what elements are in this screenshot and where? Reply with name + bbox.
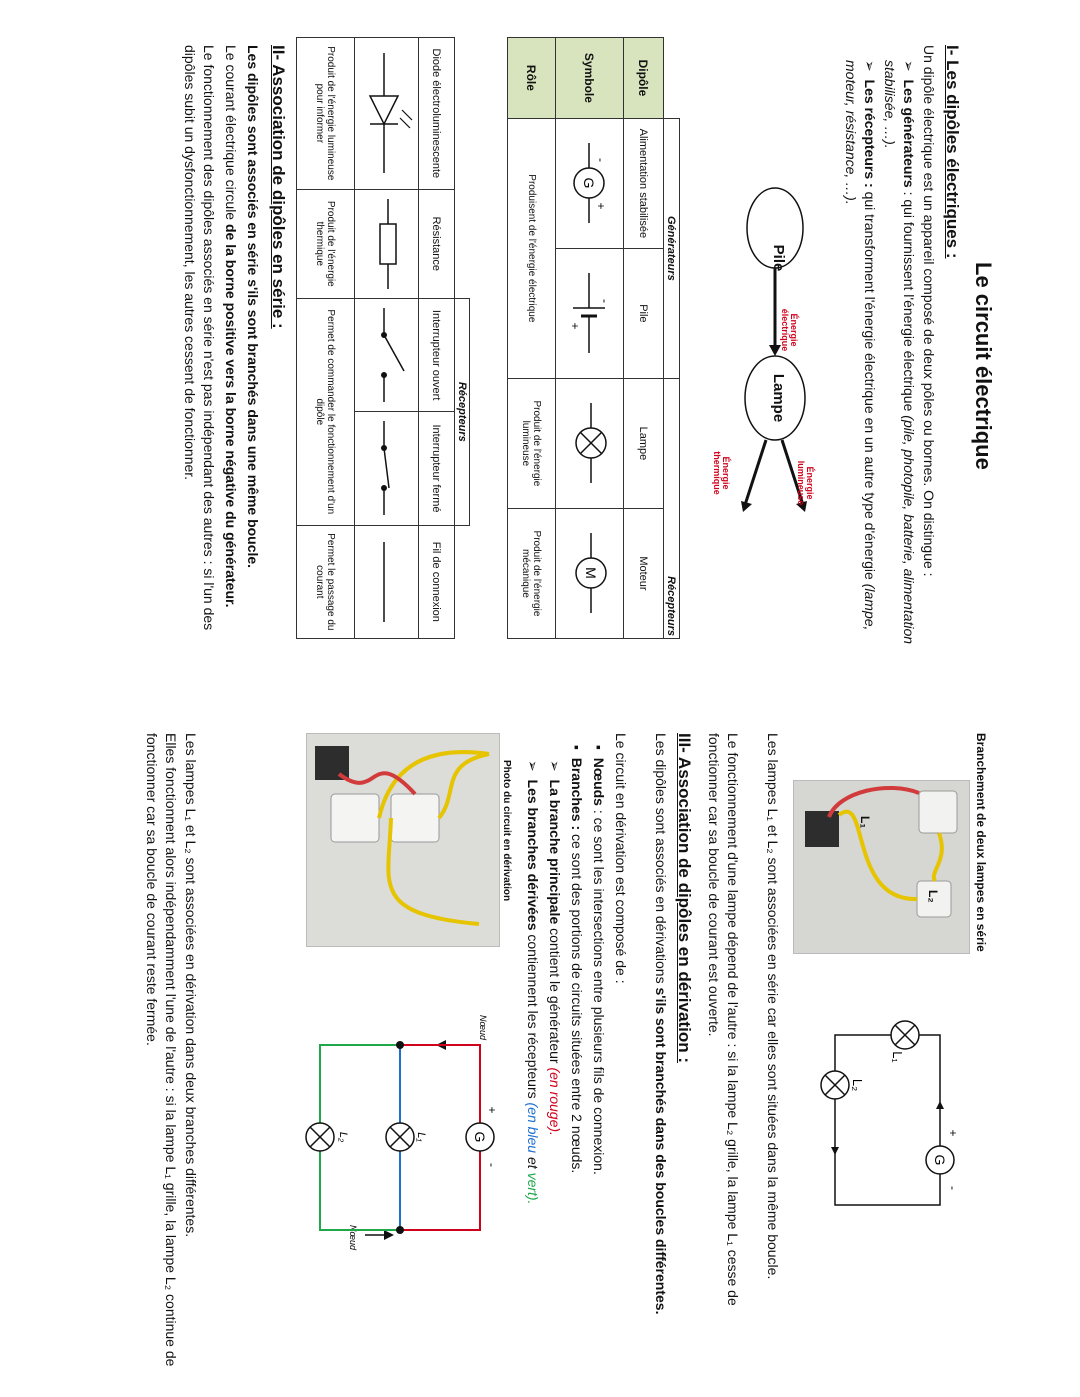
generator-symbol-icon <box>565 138 617 228</box>
branches-bullet <box>567 745 586 1365</box>
section2-line3: Le fonctionnement des dipôles associés en série n'est pas indépendant des autres : si l'un des dipôles subit un dysfonctionnement, les autres cessent de fonctionner. <box>182 45 217 631</box>
photo1-l2: L₂ <box>926 890 940 903</box>
photo-series-circuit <box>793 780 970 954</box>
arrowhead-icon <box>741 501 752 512</box>
symbol-M: M <box>583 567 599 580</box>
svg-text:L₁: L₁ <box>890 1051 905 1063</box>
derivees-text: contiennent les récepteurs <box>525 930 541 1103</box>
node-dot <box>396 1041 404 1049</box>
dipole-resistance: Résistance <box>419 189 455 298</box>
series-circuit-diagram <box>805 1005 965 1225</box>
line2-start: Le courant électrique circule <box>223 45 239 224</box>
svg-text:+: + <box>946 1129 960 1137</box>
arrowhead-icon <box>384 1230 394 1240</box>
arrow-bullet-icon: ➢ <box>525 760 541 780</box>
deriv-text2: Elles fonctionnent alors indépendamment l'une de l'autre : si la lampe L₁ grille, la lampe L₂ continue de fonctionner car sa boucle de courant reste fermée. <box>144 733 179 1367</box>
square-bullet-icon: ▪ <box>569 745 585 758</box>
section2-heading: II- Association de dipôles en série : <box>269 45 288 329</box>
energy-light-label: Énergie lumineuse <box>796 460 815 506</box>
photo1-caption: Branchement de deux lampes en série <box>974 733 988 952</box>
row-label-dipole: Dipôle <box>624 38 664 119</box>
led-symbol-icon <box>360 48 416 178</box>
generators-bullet <box>880 60 918 660</box>
dipole-lampe: Lampe <box>624 378 664 508</box>
role-fil: Permet le passage du courant <box>297 525 355 638</box>
row-label-role: Rôle <box>508 38 556 119</box>
dipole-alim: Alimentation stabilisée <box>624 118 664 248</box>
square-bullet-icon: ▪ <box>591 745 607 758</box>
principale-color: (en rouge). <box>547 1067 563 1136</box>
symbol-interrupteur-ferme <box>355 412 419 525</box>
row-label-symbole: Symbole <box>556 38 624 119</box>
arrow-bullet-icon: ➢ <box>547 760 563 780</box>
role-resistance: Produit de l'énergie thermique <box>297 189 355 298</box>
arrowhead-icon <box>936 1101 944 1109</box>
wire-symbol-icon <box>360 532 416 632</box>
derivees-and: et <box>525 1153 541 1173</box>
principale-bullet <box>545 760 564 1360</box>
symbol-fil <box>355 525 419 638</box>
svg-text:L₂: L₂ <box>337 1131 349 1143</box>
arrowhead-icon <box>831 1147 839 1155</box>
receptors-bullet <box>841 60 879 660</box>
serie-text2: Le fonctionnement d'une lampe dépend de l'autre : si la lampe L₂ grille, la lampe L₁ cesse de fonctionner car sa boucle de courant est ouverte. <box>706 733 741 1306</box>
svg-text:-: - <box>598 299 612 304</box>
dipole-pile: Pile <box>624 248 664 378</box>
motor-symbol-icon <box>565 528 617 618</box>
rec-examples: (lampe, moteur, résistance, …). <box>843 60 878 631</box>
gen-label: Les générateurs <box>901 79 917 188</box>
energy-thermal-label: Énergie thermique <box>712 451 731 495</box>
svg-text:Nœud: Nœud <box>478 1015 488 1041</box>
symbol-moteur <box>556 508 624 638</box>
svg-text:-: - <box>594 158 608 163</box>
symbol-resistance <box>355 189 419 298</box>
svg-text:-: - <box>946 1186 960 1190</box>
svg-text:+: + <box>485 1106 499 1114</box>
noeuds-bullet <box>589 745 608 1365</box>
page-title: Le circuit électrique <box>971 262 996 470</box>
arrow-bullet-icon: ➢ <box>862 60 878 80</box>
svg-text:-: - <box>485 1163 499 1167</box>
section2-line1: Les dipôles sont associés en série s'ils sont branchés dans une même boucle. <box>245 45 261 569</box>
gen-examples: (pile, photopile, batterie, alimentation stabilisée, …). <box>882 60 917 645</box>
line2-bold: de la borne positive vers la borne négative du générateur. <box>223 224 239 608</box>
symbol-G: G <box>581 177 597 189</box>
section3-heading: III- Association de dipôles en dérivation : <box>675 733 694 1063</box>
resistor-symbol-icon <box>360 196 416 292</box>
deriv-text1: Les lampes L₁ et L₂ sont associées en dérivation dans deux branches différentes. <box>183 733 199 1238</box>
dipole-interrupteur-ouvert: Interrupteur ouvert <box>419 298 455 411</box>
flow-arrow-3 <box>744 440 766 508</box>
node-dot <box>396 1226 404 1234</box>
open-switch-symbol-icon <box>360 305 416 405</box>
rec-text: qui transforment l'énergie électrique en un autre type d'énergie <box>862 187 878 584</box>
role-diode: Produit de l'énergie lumineuse pour informer <box>297 38 355 190</box>
symbol-pile <box>556 248 624 378</box>
derivees-label: Les branches dérivées <box>525 779 541 931</box>
derivees-green: vert). <box>525 1172 541 1205</box>
dipole-moteur: Moteur <box>624 508 664 638</box>
gen-text: : qui fournissent l'énergie électrique <box>901 187 917 416</box>
role-generators: Produisent de l'énergie électrique <box>508 118 556 378</box>
closed-switch-symbol-icon <box>360 418 416 518</box>
energy-electric-label: Énergie électrique <box>780 308 799 352</box>
rec-header-bottom: Récepteurs <box>455 298 470 525</box>
derivees-blue: (en bleu <box>525 1102 541 1154</box>
noeuds-label: Nœuds <box>591 757 607 806</box>
principale-label: La branche principale <box>547 779 563 925</box>
s3-line1-bold: s'ils sont branchés dans des boucles différentes. <box>653 987 669 1315</box>
dipoles-table-bottom <box>296 37 470 639</box>
role-moteur: Produit de l'énergie mécanique <box>508 508 556 638</box>
lampe-label: Lampe <box>770 373 787 423</box>
svg-text:G: G <box>932 1154 948 1166</box>
symbol-generator <box>556 118 624 248</box>
dipole-fil: Fil de connexion <box>419 525 455 638</box>
rec-header-top: Récepteurs <box>664 378 680 638</box>
svg-text:L₂: L₂ <box>850 1078 865 1092</box>
svg-text:+: + <box>568 322 582 330</box>
rec-label: Les récepteurs : <box>862 79 878 188</box>
dipoles-table-top <box>507 37 680 639</box>
svg-text:+: + <box>594 202 608 210</box>
branches-text: ce sont des portions de circuits situées entre 2 nœuds. <box>569 830 585 1174</box>
branches-label: Branches : <box>569 757 585 831</box>
gen-header: Générateurs <box>664 118 680 378</box>
photo2-caption: Photo du circuit en dérivation <box>501 760 512 902</box>
svg-text:L₁: L₁ <box>415 1132 427 1142</box>
photo-parallel-circuit <box>306 733 500 947</box>
battery-symbol-icon <box>565 268 617 358</box>
symbol-interrupteur-ouvert <box>355 298 419 411</box>
photo1-l1: L₁ <box>858 816 872 829</box>
section2-line2 <box>221 45 240 645</box>
arrow-bullet-icon: ➢ <box>901 60 917 80</box>
section3-line2: Le circuit en dérivation est composé de : <box>613 733 629 984</box>
role-interrupteur: Permet de commander le fonctionnement d'un dipôle <box>297 298 355 525</box>
s3-line1-start: Les dipôles sont associés en dérivations <box>653 733 669 988</box>
series-photo-illustration <box>794 781 969 953</box>
noeuds-text: : ce sont les intersections entre plusieurs fils de connexion. <box>591 805 607 1175</box>
symbol-lampe <box>556 378 624 508</box>
section3-line1 <box>651 733 670 1363</box>
parallel-photo-illustration <box>307 734 499 946</box>
role-lampe: Produit de l'énergie lumineuse <box>508 378 556 508</box>
dipole-interrupteur-ferme: Interrupteur fermé <box>419 412 455 525</box>
section1-intro: Un dipôle électrique est un appareil composé de deux pôles ou bornes. On distingue : <box>921 45 937 577</box>
parallel-circuit-diagram <box>300 965 500 1275</box>
pile-label: Pile <box>770 244 787 272</box>
derivees-bullet <box>523 760 542 1360</box>
serie-text1: Les lampes L₁ et L₂ sont associées en série car elles sont situées dans la même boucle. <box>765 733 781 1280</box>
principale-text: contient le générateur <box>547 924 563 1068</box>
svg-text:G: G <box>472 1131 488 1143</box>
symbol-diode <box>355 38 419 190</box>
lamp-symbol-icon <box>565 398 617 488</box>
section1-heading: I- Les dipôles électriques : <box>943 45 962 259</box>
dipole-diode: Diode électroluminescente <box>419 38 455 190</box>
svg-text:Nœud: Nœud <box>348 1225 358 1251</box>
